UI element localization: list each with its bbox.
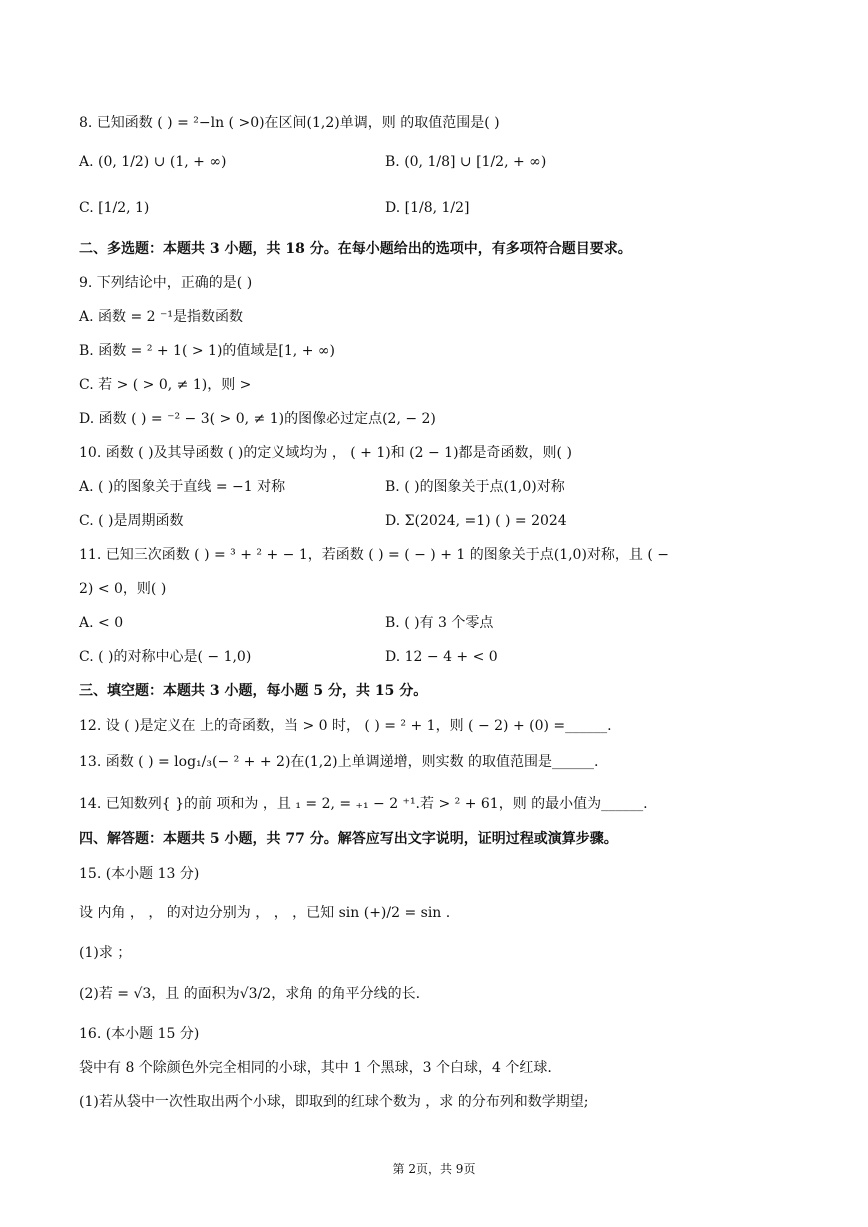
q11-stem-line2: 2) < 0，则( ) (79, 581, 167, 597)
section-heading-fill-in: 三、填空题：本题共 3 小题，每小题 5 分，共 15 分。 (79, 683, 428, 699)
question-14: 14. 已知数列{ }的前 项和为 ，且 ₁ = 2, = ₊₁ − 2 ⁺¹.若 > ² + 61，则 的最小值为______. (79, 796, 648, 812)
q9-option-d: D. 函数 ( ) = ⁻² − 3( > 0, ≠ 1)的图像必过定点(2, − 2) (79, 411, 436, 427)
q9-stem: 9. 下列结论中，正确的是( ) (79, 275, 253, 291)
q8-option-a: A. (0, 1/2) ∪ (1, + ∞) (79, 154, 227, 170)
q8-option-d: D. [1/8, 1/2] (385, 200, 470, 216)
q10-option-c: C. ( )是周期函数 (79, 513, 184, 529)
q16-stem: 袋中有 8 个除颜色外完全相同的小球，其中 1 个黑球，3 个白球，4 个红球. (79, 1060, 552, 1076)
q10-option-b: B. ( )的图象关于点(1,0)对称 (385, 479, 565, 495)
q11-option-a: A. < 0 (79, 615, 124, 631)
q8-option-c: C. [1/2, 1) (79, 200, 150, 216)
q10-option-a: A. ( )的图象关于直线 = −1 对称 (79, 479, 286, 495)
q9-option-a: A. 函数 = 2 ⁻¹是指数函数 (79, 309, 244, 325)
q9-option-c: C. 若 > ( > 0, ≠ 1)，则 > (79, 377, 252, 393)
page-footer: 第 2页，共 9页 (392, 1162, 476, 1176)
q15-heading: 15. (本小题 13 分) (79, 866, 200, 882)
section-heading-multi-choice: 二、多选题：本题共 3 小题，共 18 分。在每小题给出的选项中，有多项符合题目要求。 (79, 241, 632, 257)
q16-part1: (1)若从袋中一次性取出两个小球，即取到的红球个数为 ，求 的分布列和数学期望; (79, 1094, 589, 1110)
q11-stem-line1: 11. 已知三次函数 ( ) = ³ + ² + − 1，若函数 ( ) = ( − ) + 1 的图象关于点(1,0)对称，且 ( − (79, 547, 670, 563)
q15-part2: (2)若 = √3，且 的面积为√3/2，求角 的角平分线的长. (79, 986, 421, 1002)
q8-option-b: B. (0, 1/8] ∪ [1/2, + ∞) (385, 154, 547, 170)
q11-option-d: D. 12 − 4 + < 0 (385, 649, 498, 665)
q15-stem: 设 内角 ， ， 的对边分别为 ， ， ，已知 sin (+)/2 = sin . (79, 905, 451, 921)
q10-stem: 10. 函数 ( )及其导函数 ( )的定义域均为 ， ( + 1)和 (2 − 1)都是奇函数，则( ) (79, 445, 572, 461)
section-heading-solve: 四、解答题：本题共 5 小题，共 77 分。解答应写出文字说明，证明过程或演算步骤。 (79, 831, 618, 847)
q9-option-b: B. 函数 = ² + 1( > 1)的值域是[1, + ∞) (79, 343, 336, 359)
q16-heading: 16. (本小题 15 分) (79, 1026, 200, 1042)
question-13: 13. 函数 ( ) = log₁/₃(− ² + + 2)在(1,2)上单调递增，则实数 的取值范围是______. (79, 754, 599, 770)
q15-part1: (1)求 ； (79, 945, 132, 961)
question-12: 12. 设 ( )是定义在 上的奇函数，当 > 0 时， ( ) = ² + 1，则 ( − 2) + (0) =______. (79, 718, 612, 734)
q10-option-d: D. Σ(2024, =1) ( ) = 2024 (385, 513, 567, 529)
q11-option-b: B. ( )有 3 个零点 (385, 615, 494, 631)
q8-stem: 8. 已知函数 ( ) = ²−ln ( >0)在区间(1,2)单调，则 的取值范围是( ) (79, 115, 500, 131)
q11-option-c: C. ( )的对称中心是( − 1,0) (79, 649, 252, 665)
